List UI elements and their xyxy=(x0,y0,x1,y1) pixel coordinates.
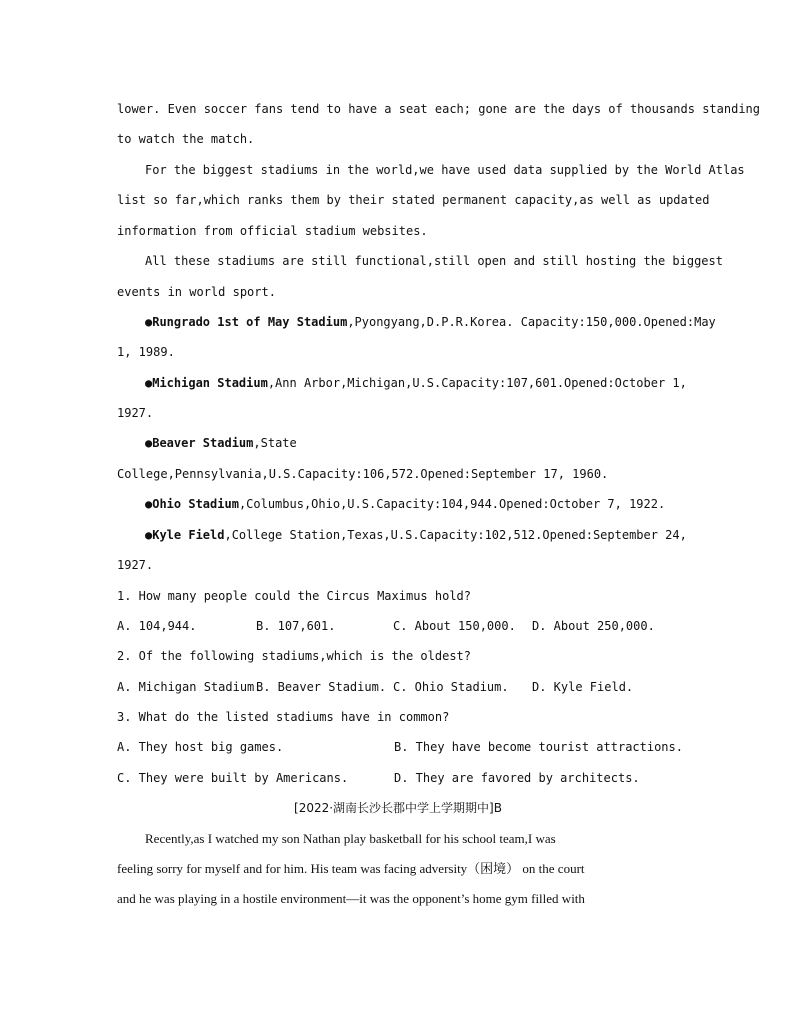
bullet-icon: ● xyxy=(145,528,153,542)
section-heading: [2022·湖南长沙长郡中学上学期期中]B xyxy=(294,801,502,815)
para2-line2: list so far,which ranks them by their stated permanent capacity,as well as updated xyxy=(117,193,710,207)
section-b-line1: Recently,as I watched my son Nathan play basketball for his school team,I was xyxy=(145,831,556,846)
stadium-details-cont: 1, 1989. xyxy=(117,345,175,359)
stadium-name: Kyle Field xyxy=(152,528,225,542)
stadium-name: Ohio Stadium xyxy=(152,497,239,511)
stadium-details-cont: 1927. xyxy=(117,406,154,420)
question-options xyxy=(117,732,683,762)
option-d: D. They are favored by architects. xyxy=(394,771,640,785)
para1-line2: to watch the match. xyxy=(117,132,255,146)
stadium-details: ,State xyxy=(253,436,297,450)
section-b-line3: and he was playing in a hostile environment—it was the opponent’s home gym filled with xyxy=(117,891,585,906)
para2-line1: For the biggest stadiums in the world,we have used data supplied by the World Atlas xyxy=(145,163,745,177)
bullet-icon: ● xyxy=(145,497,153,511)
question-options xyxy=(117,672,679,702)
section-b-line2: feeling sorry for myself and for him. His team was facing adversity（困境） on the court xyxy=(117,861,585,876)
stadium-details-cont: College,Pennsylvania,U.S.Capacity:106,572.Opened:September 17, 1960. xyxy=(117,467,609,481)
stadium-details: ,Pyongyang,D.P.R.Korea. Capacity:150,000.Opened:May xyxy=(347,315,716,329)
stadium-item xyxy=(145,489,665,519)
option-c: C. They were built by Americans. xyxy=(117,771,349,785)
para1-line1: lower. Even soccer fans tend to have a seat each; gone are the days of thousands standing xyxy=(117,102,760,116)
option-a: A. They host big games. xyxy=(117,740,284,754)
stadium-details-cont: 1927. xyxy=(117,558,154,572)
bullet-icon: ● xyxy=(145,315,153,329)
option-a: A. Michigan Stadium. xyxy=(117,680,262,694)
stadium-item xyxy=(145,368,687,398)
stadium-details: ,Columbus,Ohio,U.S.Capacity:104,944.Opened:October 7, 1922. xyxy=(238,497,666,511)
question-options xyxy=(117,763,679,793)
stadium-item xyxy=(145,428,297,458)
option-b: B. 107,601. xyxy=(256,619,336,633)
option-d: D. Kyle Field. xyxy=(532,680,634,694)
option-d: D. About 250,000. xyxy=(532,619,655,633)
stadium-details: ,College Station,Texas,U.S.Capacity:102,512.Opened:September 24, xyxy=(224,528,687,542)
stadium-item xyxy=(145,520,687,550)
question-stem: 1. How many people could the Circus Maximus hold? xyxy=(117,589,472,603)
stadium-details: ,Ann Arbor,Michigan,U.S.Capacity:107,601.Opened:October 1, xyxy=(267,376,687,390)
bullet-icon: ● xyxy=(145,436,153,450)
question-options xyxy=(117,611,679,641)
option-b: B. Beaver Stadium. xyxy=(256,680,387,694)
para2-line3: information from official stadium websites. xyxy=(117,224,428,238)
para3-line2: events in world sport. xyxy=(117,285,276,299)
option-a: A. 104,944. xyxy=(117,619,197,633)
option-b: B. They have become tourist attractions. xyxy=(394,740,683,754)
question-stem: 3. What do the listed stadiums have in common? xyxy=(117,710,450,724)
stadium-name: Beaver Stadium xyxy=(152,436,254,450)
option-c: C. Ohio Stadium. xyxy=(393,680,509,694)
stadium-item xyxy=(145,307,716,337)
option-c: C. About 150,000. xyxy=(393,619,516,633)
stadium-name: Rungrado 1st of May Stadium xyxy=(152,315,348,329)
bullet-icon: ● xyxy=(145,376,153,390)
stadium-name: Michigan Stadium xyxy=(152,376,268,390)
para3-line1: All these stadiums are still functional,still open and still hosting the biggest xyxy=(145,254,723,268)
question-stem: 2. Of the following stadiums,which is the oldest? xyxy=(117,649,472,663)
